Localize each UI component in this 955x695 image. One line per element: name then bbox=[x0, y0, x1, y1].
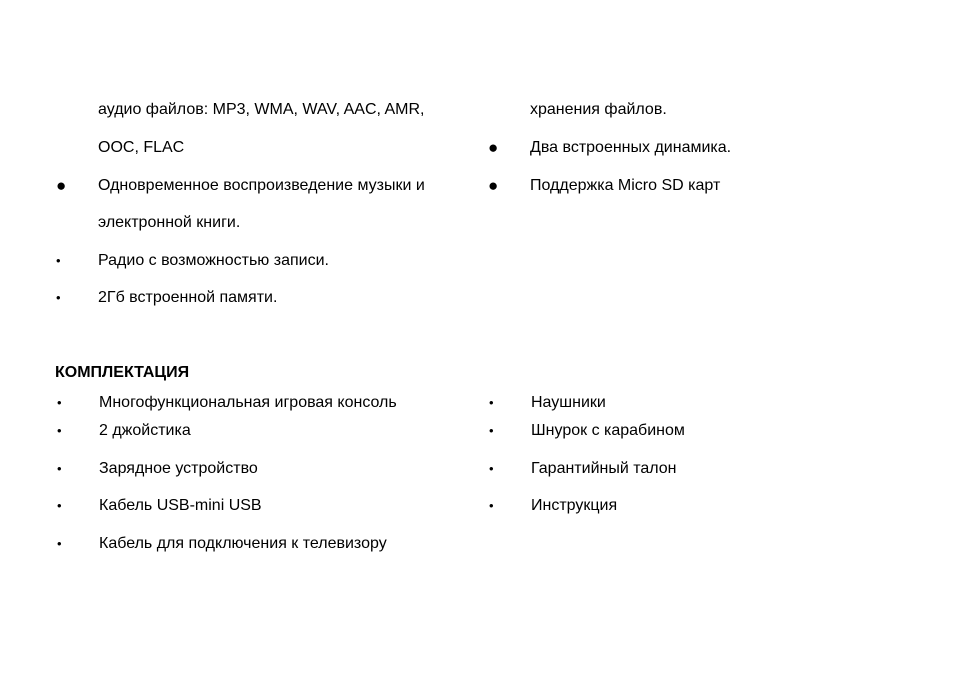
bundle-heading: КОМПЛЕКТАЦИЯ bbox=[55, 364, 190, 381]
bundle-item: Гарантийный талон bbox=[531, 460, 677, 477]
bullet-icon: • bbox=[56, 253, 61, 268]
feature-text: аудио файлов: MP3, WMA, WAV, AAC, AMR, bbox=[98, 101, 425, 118]
bullet-icon: • bbox=[57, 536, 62, 551]
bullet-icon: • bbox=[489, 461, 494, 476]
bullet-icon: • bbox=[57, 395, 62, 410]
bullet-icon: • bbox=[56, 290, 61, 305]
feature-text: Одновременное воспроизведение музыки и bbox=[98, 177, 425, 194]
bundle-item: Кабель для подключения к телевизору bbox=[99, 535, 387, 552]
bullet-icon: ● bbox=[488, 138, 499, 157]
bullet-icon: ● bbox=[56, 176, 67, 195]
bullet-icon: • bbox=[489, 498, 494, 513]
bundle-item: Наушники bbox=[531, 394, 606, 411]
feature-text: хранения файлов. bbox=[530, 101, 667, 118]
bullet-icon: • bbox=[57, 461, 62, 476]
bundle-item: Многофункциональная игровая консоль bbox=[99, 394, 397, 411]
bullet-icon: • bbox=[489, 395, 494, 410]
bullet-icon: • bbox=[57, 423, 62, 438]
bundle-item: Шнурок с карабином bbox=[531, 422, 685, 439]
feature-text: Два встроенных динамика. bbox=[530, 139, 732, 156]
bundle-item: 2 джойстика bbox=[99, 422, 191, 439]
feature-text: Радио с возможностью записи. bbox=[98, 252, 329, 269]
bullet-icon: ● bbox=[488, 176, 499, 195]
feature-text: Поддержка Micro SD карт bbox=[530, 177, 721, 194]
bullet-icon: • bbox=[489, 423, 494, 438]
bundle-item: Инструкция bbox=[531, 497, 618, 514]
bundle-item: Кабель USB-mini USB bbox=[99, 497, 262, 514]
feature-text: электронной книги. bbox=[98, 214, 241, 231]
feature-text: 2Гб встроенной памяти. bbox=[98, 289, 278, 306]
bundle-item: Зарядное устройство bbox=[99, 460, 258, 477]
feature-text: OOC, FLAC bbox=[98, 139, 185, 156]
bullet-icon: • bbox=[57, 498, 62, 513]
